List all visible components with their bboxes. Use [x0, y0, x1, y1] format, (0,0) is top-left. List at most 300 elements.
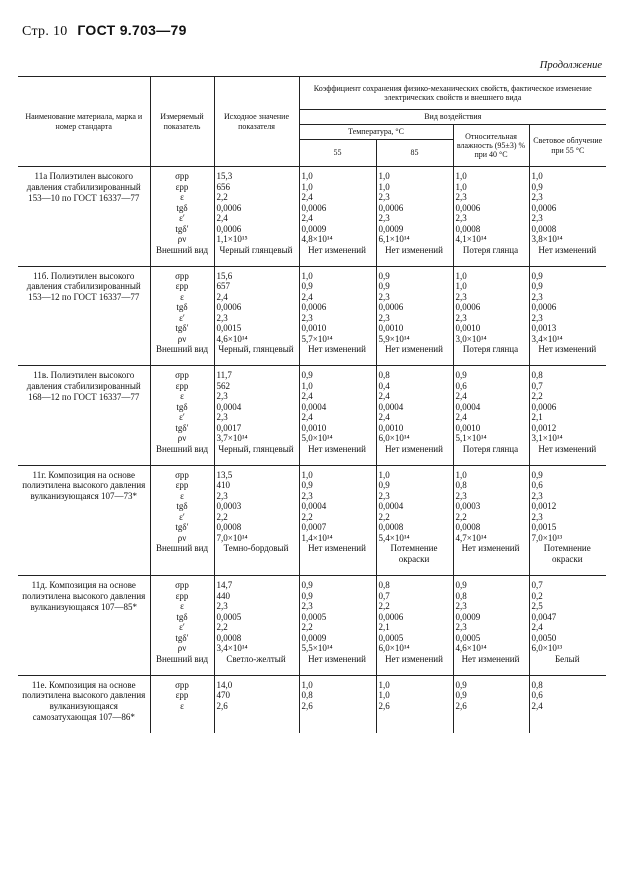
t85-col	[376, 576, 453, 676]
header-impact: Вид воздействия	[299, 110, 606, 125]
humidity-col	[453, 167, 529, 267]
t85-col	[376, 675, 453, 733]
cell-value: 4,1×10¹⁴	[455, 234, 487, 244]
continuation-label: Продолжение	[539, 60, 602, 71]
cell-value: 2,3	[531, 490, 543, 501]
cell-value: 0,9	[301, 281, 313, 291]
cell-value: 0,0004	[378, 501, 404, 511]
cell-value: Внешний вид	[155, 244, 209, 255]
cell-value: 2,3	[301, 312, 313, 323]
initial-col	[214, 366, 299, 466]
cell-value: 2,3	[531, 511, 543, 522]
cell-value: 2,6	[301, 700, 313, 711]
cell-value: 0,8	[531, 370, 543, 380]
header-t85: 85	[376, 140, 453, 167]
header-coefficient: Коэффициент сохранения физико-механических свойств, фактическое изменение электрических свойств и внешнего вида	[299, 77, 606, 110]
cell-value: 0,0050	[531, 632, 557, 643]
cell-value: 2,3	[531, 312, 543, 323]
cell-value: ρν	[177, 643, 187, 653]
cell-value: 2,6	[378, 700, 390, 711]
cell-value: 2,2	[301, 622, 313, 632]
cell-value: 0,0013	[531, 323, 557, 333]
cell-value: 0,2	[531, 590, 543, 601]
cell-value: Черный, глянцевый	[218, 344, 294, 354]
cell-value: 1,0	[378, 181, 390, 192]
material-name: 11е. Композиция на основе полиэтилена высокого давления вулканизующаяся самозатухающая 107—86*	[18, 675, 150, 733]
cell-value: tgδ	[176, 611, 188, 622]
cell-value: 2,4	[216, 213, 228, 223]
cell-value: 656	[216, 181, 230, 192]
cell-value: 2,3	[455, 312, 467, 323]
cell-value: 0,8	[455, 480, 467, 490]
cell-value: 2,3	[378, 291, 390, 302]
cell-value: 2,4	[378, 391, 390, 401]
cell-value: 1,1×10¹⁵	[216, 234, 248, 244]
cell-value: 470	[216, 690, 230, 700]
cell-value: 2,3	[378, 192, 390, 202]
cell-value: εрр	[175, 181, 189, 192]
cell-value: Внешний вид	[155, 344, 209, 354]
cell-value: 2,1	[531, 412, 543, 422]
cell-value: 2,3	[455, 192, 467, 202]
cell-value: 0,0006	[531, 202, 557, 213]
cell-value: 0,0006	[216, 202, 242, 213]
cell-value: 2,3	[455, 490, 467, 501]
cell-value: 5,5×10¹⁴	[301, 643, 333, 653]
cell-value: 0,0003	[455, 501, 481, 511]
cell-value: Черный глянцевый	[219, 244, 293, 255]
cell-value: 2,3	[531, 192, 543, 202]
cell-value: 0,0010	[378, 422, 404, 433]
cell-value: σрр	[175, 580, 189, 590]
cell-value: 5,7×10¹⁴	[301, 333, 333, 344]
cell-value: 0,0010	[455, 323, 481, 333]
cell-value: 2,4	[301, 412, 313, 422]
cell-value: 0,0009	[301, 632, 327, 643]
cell-value: 2,3	[455, 622, 467, 632]
data-table	[18, 76, 606, 733]
cell-value: 0,9	[455, 370, 467, 380]
table-row	[18, 366, 606, 466]
t85-col	[376, 266, 453, 366]
cell-value: 0,0012	[531, 422, 557, 433]
initial-col	[214, 576, 299, 676]
cell-value: 0,9	[531, 469, 543, 480]
cell-value: 0,8	[378, 370, 390, 380]
cell-value: 2,3	[216, 312, 228, 323]
t85-col	[376, 167, 453, 267]
cell-value: 0,0010	[455, 422, 481, 433]
cell-value: Потеря глянца	[462, 244, 519, 255]
table-body	[18, 167, 606, 734]
cell-value: 2,3	[531, 213, 543, 223]
cell-value: Внешний вид	[155, 543, 209, 553]
cell-value: 15,3	[216, 171, 233, 181]
humidity-col	[453, 576, 529, 676]
cell-value: 0,0006	[378, 611, 404, 622]
cell-value: 0,8	[455, 590, 467, 601]
cell-value: 0,0015	[531, 522, 557, 532]
cell-value: 2,3	[216, 391, 228, 401]
cell-value: 2,3	[455, 291, 467, 302]
cell-value: 1,0	[378, 690, 390, 700]
cell-value: 2,3	[531, 291, 543, 302]
cell-value: 2,2	[216, 622, 228, 632]
humidity-col	[453, 266, 529, 366]
table-row	[18, 167, 606, 267]
cell-value: 0,0004	[301, 501, 327, 511]
standard-number: ГОСТ 9.703—79	[77, 22, 187, 38]
light-col	[529, 675, 606, 733]
cell-value: 1,0	[378, 171, 390, 181]
cell-value: 0,0006	[216, 223, 242, 234]
table-row	[18, 266, 606, 366]
cell-value: 410	[216, 480, 230, 490]
cell-value: σрр	[175, 679, 189, 690]
cell-value: 3,4×10¹⁴	[216, 643, 248, 653]
cell-value: 0,0010	[301, 323, 327, 333]
cell-value: 0,0008	[531, 223, 557, 234]
cell-value: ρν	[177, 333, 187, 344]
cell-value: εрр	[175, 690, 189, 700]
cell-value: 2,3	[216, 601, 228, 611]
cell-value: 3,8×10¹⁴	[531, 234, 563, 244]
cell-value: Нет изменений	[308, 443, 366, 454]
cell-value: 2,4	[301, 391, 313, 401]
cell-value: 2,4	[455, 412, 467, 422]
cell-value: ε	[180, 490, 184, 501]
light-col	[529, 465, 606, 576]
cell-value: 0,0010	[301, 422, 327, 433]
cell-value: 1,0	[301, 469, 313, 480]
cell-value: tgδ	[176, 302, 188, 312]
cell-value: 0,0006	[378, 202, 404, 213]
cell-value: tgδ	[176, 401, 188, 412]
cell-value: 0,7	[378, 590, 390, 601]
humidity-col	[453, 465, 529, 576]
header-initial: Исходное значение показателя	[214, 77, 299, 167]
material-name: 11а Полиэтилен высокого давления стабилизированный 153—10 по ГОСТ 16337—77	[18, 167, 150, 267]
header-humidity: Относительная влажность (95±3) % при 40 °С	[453, 125, 529, 167]
cell-value: 0,6	[531, 690, 543, 700]
cell-value: tgδ	[176, 202, 188, 213]
cell-value: 0,0006	[301, 202, 327, 213]
cell-value: Нет изменений	[461, 653, 520, 664]
t55-col	[299, 167, 376, 267]
header-temperature: Температура, °С	[299, 125, 453, 140]
cell-value: 0,0017	[216, 422, 242, 433]
cell-value: 0,0047	[531, 611, 557, 622]
cell-value: 2,2	[455, 511, 467, 522]
t55-col	[299, 266, 376, 366]
cell-value: 2,2	[531, 391, 543, 401]
cell-value: 440	[216, 590, 230, 601]
cell-value: 5,9×10¹⁴	[378, 333, 410, 344]
cell-value: 15,6	[216, 270, 233, 281]
cell-value: 1,0	[301, 380, 313, 391]
cell-value: Нет изменений	[385, 443, 443, 454]
cell-value: 2,4	[531, 622, 543, 632]
cell-value: 0,0006	[378, 302, 404, 312]
cell-value: 2,3	[378, 213, 390, 223]
cell-value: tgδ′	[175, 632, 189, 643]
cell-value: εрр	[175, 590, 189, 601]
cell-value: 2,3	[378, 312, 390, 323]
cell-value: εрр	[175, 281, 189, 291]
cell-value: 3,1×10¹⁴	[531, 433, 563, 443]
cell-value: 0,0008	[455, 223, 481, 234]
cell-value: 0,9	[531, 181, 543, 192]
indicator-col	[150, 167, 214, 267]
light-col	[529, 266, 606, 366]
initial-col	[214, 266, 299, 366]
cell-value: 0,9	[455, 580, 467, 590]
cell-value: 5,1×10¹⁴	[455, 433, 487, 443]
cell-value: 4,6×10¹⁴	[455, 643, 487, 653]
cell-value: 0,0005	[455, 632, 481, 643]
cell-value: 1,0	[455, 181, 467, 192]
cell-value: 2,3	[378, 490, 390, 501]
cell-value: 1,0	[301, 171, 313, 181]
cell-value: 0,7	[531, 580, 543, 590]
cell-value: 13,5	[216, 469, 233, 480]
cell-value: 0,0012	[531, 501, 557, 511]
cell-value: 1,0	[455, 469, 467, 480]
t55-col	[299, 465, 376, 576]
cell-value: Потеря глянца	[462, 344, 519, 354]
initial-col	[214, 167, 299, 267]
table-row	[18, 576, 606, 676]
cell-value: Нет изменений	[461, 543, 520, 553]
cell-value: 2,6	[455, 700, 467, 711]
cell-value: Нет изменений	[308, 344, 366, 354]
indicator-col	[150, 576, 214, 676]
t55-col	[299, 576, 376, 676]
cell-value: 2,3	[455, 601, 467, 611]
cell-value: 3,7×10¹⁴	[216, 433, 248, 443]
cell-value: 0,9	[378, 480, 390, 490]
cell-value: ρν	[177, 532, 187, 543]
cell-value: σрр	[175, 270, 189, 281]
cell-value: 0,0010	[378, 323, 404, 333]
cell-value: 0,4	[378, 380, 390, 391]
cell-value: 2,2	[378, 601, 390, 611]
cell-value: 0,0005	[378, 632, 404, 643]
cell-value: tgδ	[176, 501, 188, 511]
cell-value: 2,2	[378, 511, 390, 522]
header-t55: 55	[299, 140, 376, 167]
cell-value: 2,4	[301, 291, 313, 302]
humidity-col	[453, 675, 529, 733]
cell-value: Нет изменений	[538, 443, 597, 454]
cell-value: ε′	[179, 511, 185, 522]
cell-value: 562	[216, 380, 230, 391]
cell-value: 2,5	[531, 601, 543, 611]
cell-value: Потеря глянца	[462, 443, 519, 454]
cell-value: Нет изменений	[385, 653, 443, 664]
cell-value: 0,6	[531, 480, 543, 490]
cell-value: ε′	[179, 622, 185, 632]
table-row	[18, 465, 606, 576]
cell-value: 2,4	[301, 213, 313, 223]
cell-value: 2,4	[531, 700, 543, 711]
cell-value: 1,0	[531, 171, 543, 181]
cell-value: 3,4×10¹⁴	[531, 333, 563, 344]
cell-value: 0,0006	[531, 401, 557, 412]
cell-value: ρν	[177, 234, 187, 244]
cell-value: 4,6×10¹⁴	[216, 333, 248, 344]
cell-value: 1,0	[455, 171, 467, 181]
cell-value: 0,0009	[455, 611, 481, 622]
cell-value: 0,8	[378, 580, 390, 590]
cell-value: 2,3	[301, 490, 313, 501]
light-col	[529, 167, 606, 267]
cell-value: 2,2	[216, 192, 228, 202]
cell-value: Светло-желтый	[226, 653, 286, 664]
cell-value: 1,0	[378, 469, 390, 480]
cell-value: ε′	[179, 312, 185, 323]
cell-value: 1,0	[301, 270, 313, 281]
cell-value: 4,7×10¹⁴	[455, 532, 487, 543]
cell-value: 0,0008	[455, 522, 481, 532]
cell-value: 6,1×10¹⁴	[378, 234, 410, 244]
cell-value: Потемнение окраски	[390, 543, 438, 564]
cell-value: tgδ′	[175, 223, 189, 234]
cell-value: 2,2	[301, 511, 313, 522]
cell-value: Внешний вид	[155, 653, 209, 664]
cell-value: Нет изменений	[538, 244, 597, 255]
cell-value: 0,0004	[378, 401, 404, 412]
t85-col	[376, 366, 453, 466]
cell-value: 0,9	[531, 281, 543, 291]
cell-value: 0,0004	[216, 401, 242, 412]
cell-value: 0,8	[531, 679, 543, 690]
cell-value: 2,4	[216, 291, 228, 302]
cell-value: 2,2	[216, 511, 228, 522]
cell-value: 0,9	[455, 679, 467, 690]
cell-value: 2,3	[216, 412, 228, 422]
table-row	[18, 675, 606, 733]
cell-value: 0,0009	[301, 223, 327, 234]
cell-value: 2,4	[455, 391, 467, 401]
cell-value: 2,1	[378, 622, 390, 632]
initial-col	[214, 465, 299, 576]
cell-value: 2,3	[455, 213, 467, 223]
cell-value: εрр	[175, 480, 189, 490]
indicator-col	[150, 266, 214, 366]
cell-value: 2,6	[216, 700, 228, 711]
cell-value: 6,0×10¹³	[531, 643, 563, 653]
cell-value: 0,0009	[378, 223, 404, 234]
light-col	[529, 366, 606, 466]
light-col	[529, 576, 606, 676]
cell-value: tgδ′	[175, 522, 189, 532]
page-header	[22, 22, 187, 40]
cell-value: 0,9	[301, 480, 313, 490]
material-name: 11б. Полиэтилен высокого давления стабилизированный 153—12 по ГОСТ 16337—77	[18, 266, 150, 366]
cell-value: σрр	[175, 469, 189, 480]
cell-value: 657	[216, 281, 230, 291]
cell-value: 5,4×10¹⁴	[378, 532, 410, 543]
cell-value: ε	[180, 291, 184, 302]
cell-value: ε	[180, 700, 184, 711]
cell-value: 0,0015	[216, 323, 242, 333]
cell-value: 7,0×10¹³	[531, 532, 563, 543]
cell-value: 0,0004	[455, 401, 481, 412]
cell-value: εрр	[175, 380, 189, 391]
cell-value: σрр	[175, 171, 189, 181]
cell-value: 0,9	[455, 690, 467, 700]
t55-col	[299, 675, 376, 733]
cell-value: 0,0004	[301, 401, 327, 412]
cell-value: Черный, глянцевый	[218, 443, 294, 454]
t55-col	[299, 366, 376, 466]
cell-value: 1,4×10¹⁴	[301, 532, 333, 543]
cell-value: σрр	[175, 370, 189, 380]
cell-value: ε	[180, 391, 184, 401]
cell-value: 0,9	[301, 580, 313, 590]
humidity-col	[453, 366, 529, 466]
cell-value: Нет изменений	[538, 344, 597, 354]
indicator-col	[150, 465, 214, 576]
cell-value: 1,0	[301, 679, 313, 690]
cell-value: 1,0	[378, 679, 390, 690]
cell-value: 2,4	[301, 192, 313, 202]
cell-value: 0,0006	[455, 302, 481, 312]
cell-value: ρν	[177, 433, 187, 443]
cell-value: 6,0×10¹⁴	[378, 433, 410, 443]
page-number: Стр. 10	[22, 24, 68, 39]
cell-value: Потемнение окраски	[543, 543, 591, 564]
cell-value: Внешний вид	[155, 443, 209, 454]
cell-value: 4,8×10¹⁴	[301, 234, 333, 244]
cell-value: 2,3	[216, 490, 228, 501]
cell-value: 0,6	[455, 380, 467, 391]
cell-value: 11,7	[216, 370, 232, 380]
cell-value: 0,0008	[378, 522, 404, 532]
cell-value: 0,0006	[301, 302, 327, 312]
cell-value: ε	[180, 192, 184, 202]
cell-value: 0,0003	[216, 501, 242, 511]
cell-value: 0,9	[378, 281, 390, 291]
material-name: 11г. Композиция на основе полиэтилена высокого давления вулканизующаяся 107—73*	[18, 465, 150, 576]
cell-value: 0,0008	[216, 522, 242, 532]
cell-value: 0,8	[301, 690, 313, 700]
cell-value: Нет изменений	[308, 543, 366, 553]
cell-value: 0,0005	[301, 611, 327, 622]
header-material: Наименование материала, марка и номер стандарта	[25, 112, 143, 131]
cell-value: 1,0	[301, 181, 313, 192]
cell-value: 0,0007	[301, 522, 327, 532]
material-name: 11в. Полиэтилен высокого давления стабилизированный 168—12 по ГОСТ 16337—77	[18, 366, 150, 466]
cell-value: 3,0×10¹⁴	[455, 333, 487, 344]
header-light: Световое облучение при 55 °С	[529, 125, 606, 167]
cell-value: 5,0×10¹⁴	[301, 433, 333, 443]
cell-value: 6,0×10¹⁴	[378, 643, 410, 653]
cell-value: ε′	[179, 412, 185, 422]
cell-value: 0,7	[531, 380, 543, 391]
initial-col	[214, 675, 299, 733]
material-name: 11д. Композиция на основе полиэтилена высокого давления вулканизующаяся 107—85*	[18, 576, 150, 676]
cell-value: ε′	[179, 213, 185, 223]
cell-value: 0,9	[378, 270, 390, 281]
cell-value: 0,0005	[216, 611, 242, 622]
cell-value: 14,0	[216, 679, 233, 690]
cell-value: 0,0006	[531, 302, 557, 312]
cell-value: 0,9	[301, 590, 313, 601]
indicator-col	[150, 366, 214, 466]
cell-value: 1,0	[455, 281, 467, 291]
